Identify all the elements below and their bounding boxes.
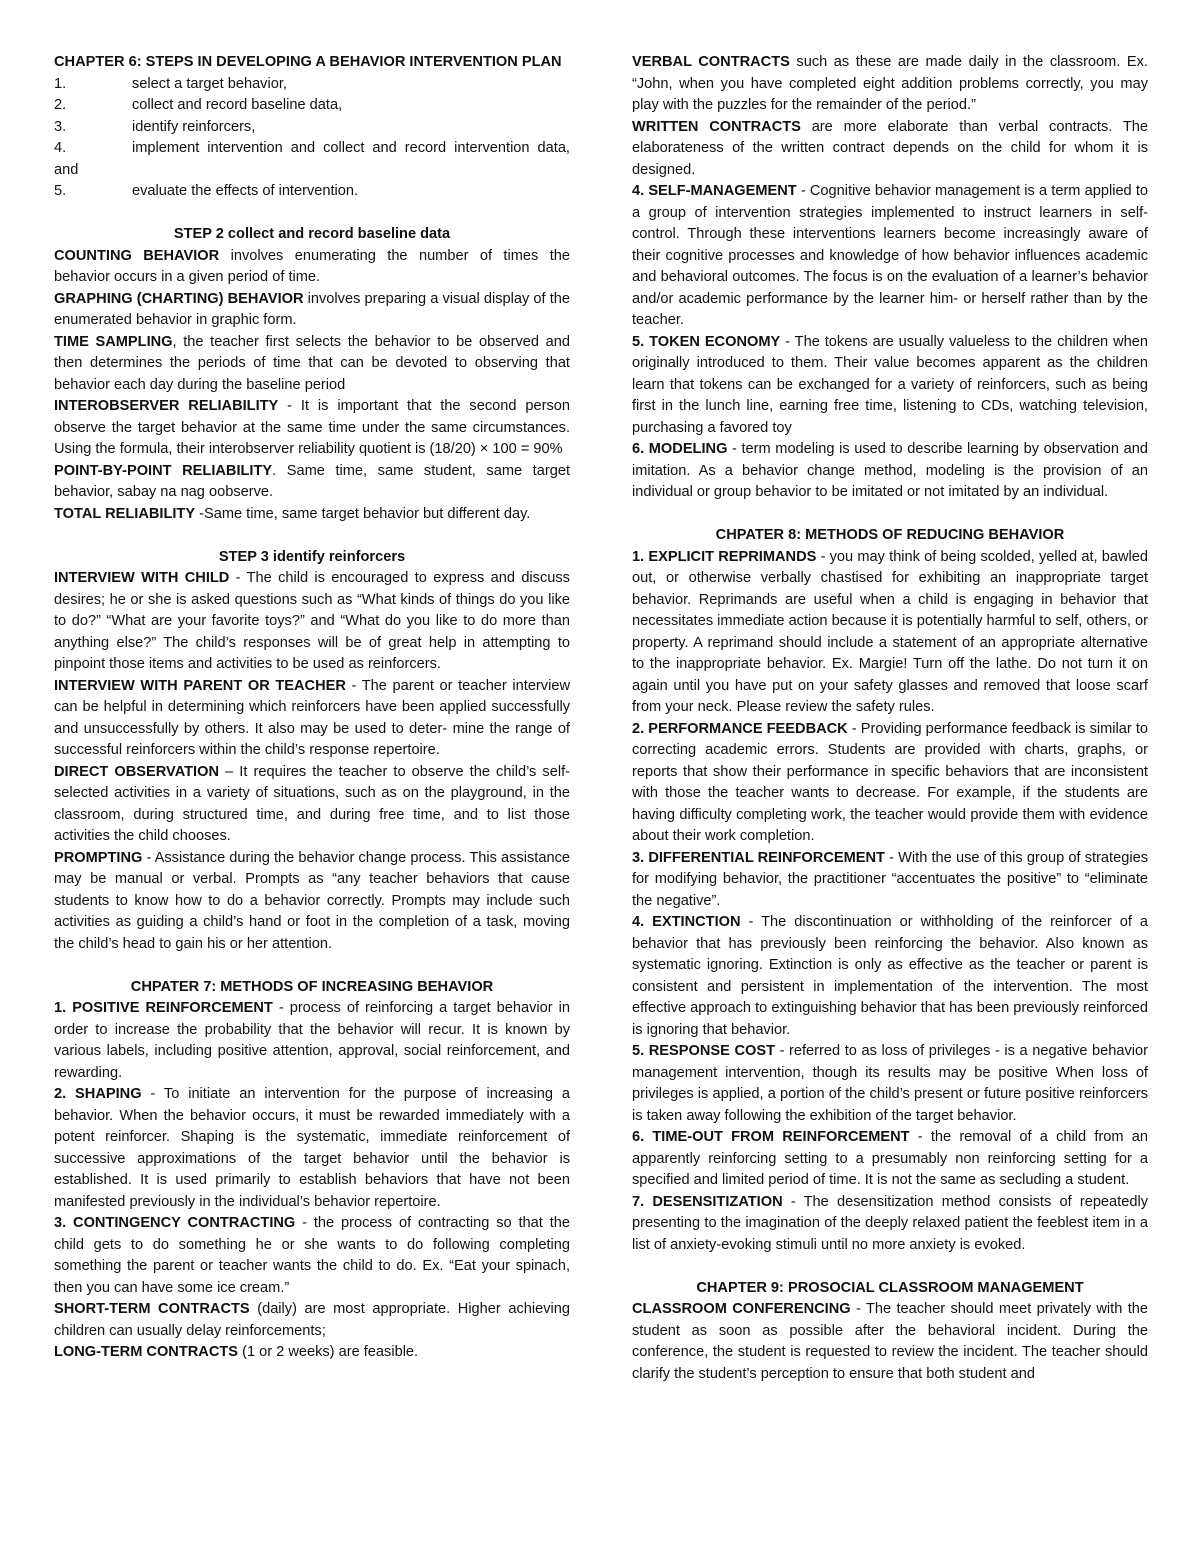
chapter-7-heading: CHPATER 7: METHODS OF INCREASING BEHAVIOR [130, 978, 494, 995]
step-2-heading: STEP 2 collect and record baseline data [173, 226, 451, 242]
chapter-9-heading: CHAPTER 9: PROSOCIAL CLASSROOM MANAGEMENT [696, 1279, 1084, 1296]
definition-paragraph: GRAPHING (CHARTING) BEHAVIOR involves preparing a visual display of the enumerated behavior in graphic form. [54, 290, 570, 328]
definition-paragraph: VERBAL CONTRACTS such as these are made daily in the classroom. Ex. “John, when you have completed eight addition problems correctly, you may play with the puzzles for the remainder of the period.” [632, 54, 1148, 113]
step-2-section [54, 246, 570, 526]
list-item: 5. evaluate the effects of intervention. [54, 183, 359, 199]
chapter-8-heading: CHPATER 8: METHODS OF REDUCING BEHAVIOR [715, 527, 1065, 543]
definition-paragraph: CLASSROOM CONFERENCING - The teacher should meet privately with the student as soon as possible after the behavioral incident. During the conference, the student is requested to review the incident. The teacher should clarify the student’s perception to ensure that both student and [632, 1301, 1148, 1382]
steps-list [54, 74, 570, 203]
definition-paragraph: 3. DIFFERENTIAL REINFORCEMENT - With the use of this group of strategies for modifying behavior, the practitioner “accentuates the positive” to “eliminate the negative”. [632, 849, 1148, 909]
definition-paragraph: 6. MODELING - term modeling is used to describe learning by observation and imitation. As a behavior change method, modeling is the provision of an individual or group behavior to be imitated or not imitated by an individual. [632, 441, 1148, 500]
list-item: 2. collect and record baseline data, [54, 97, 343, 113]
list-item: 1. select a target behavior, [54, 75, 287, 92]
chapter-7-continued [632, 52, 1148, 504]
chapter-6-title: CHAPTER 6: STEPS IN DEVELOPING A BEHAVIOR INTERVENTION PLAN [54, 54, 562, 70]
definition-paragraph: COUNTING BEHAVIOR involves enumerating the number of times the behavior occurs in a given period of time. [54, 247, 570, 285]
definition-paragraph: 1. EXPLICIT REPRIMANDS - you may think of being scolded, yelled at, bawled out, or otherwise verbally chastised for exhibiting an inappropriate target behavior. Reprimands are useful when a child is engaging in behavior that necessitates immediate action because it is potentially harmful to self, others, or property. A reprimand should include a statement of an appropriate alternative to the inappropriate behavior. Ex. Margie! Turn off the lathe. Do not turn it on again until you have put on your safety glasses and removed that loose scarf from your neck. Please review the safety rules. [632, 548, 1149, 715]
chapter-7-section [54, 998, 570, 1364]
definition-paragraph: PROMPTING - Assistance during the behavior change process. This assistance may be manual or verbal. Prompts as “any teacher behaviors that cause students to know how to do a behavior correctly. Prompts may include such activities as guiding a child’s hand or foot in the completion of a task, moving the child’s head to gain his or her attention. [54, 849, 570, 952]
definition-paragraph: 3. CONTINGENCY CONTRACTING - the process of contracting so that the child gets to do something he or she wants to do following completing something the parent or teacher wants the child to do. Ex. “Eat your spinach, then you can have some ice cream.” [54, 1215, 570, 1296]
definition-paragraph: INTEROBSERVER RELIABILITY - It is important that the second person observe the target behavior at the same time under the same circumstances. Using the formula, their interobserver reliability quotient is (18/20) × 100 = 90% [54, 398, 570, 457]
left-column [54, 52, 570, 1553]
definition-paragraph: 2. SHAPING - To initiate an intervention for the purpose of increasing a behavior. When the behavior occurs, it must be rewarded immediately with a potent reinforcer. Shaping is the systematic, immediate reinforcement of successive approximations of the target behavior until the behavior is established. It is used primarily to establish behaviors that have not been manifested previously in the individual’s behavior repertoire. [54, 1086, 570, 1210]
chapter-9-section [632, 1299, 1148, 1385]
step-3-heading: STEP 3 identify reinforcers [218, 548, 406, 565]
list-item: 3. identify reinforcers, [54, 118, 256, 135]
definition-paragraph: TIME SAMPLING, the teacher first selects the behavior to be observed and then determines the periods of time that can be devoted to observing that behavior each day during the baseline period [54, 333, 570, 393]
definition-paragraph: DIRECT OBSERVATION – It requires the teacher to observe the child’s self-selected activities in a variety of situations, such as on the playground, in the classroom, during structured time, and during free time, and to list those activities the child chooses. [54, 763, 570, 844]
definition-paragraph: POINT-BY-POINT RELIABILITY. Same time, same student, same target behavior, sabay na nag oobserve. [54, 462, 570, 500]
right-column [632, 52, 1148, 1553]
definition-paragraph: 2. PERFORMANCE FEEDBACK - Providing performance feedback is similar to correcting academic errors. Students are provided with charts, graphs, or reports that show their performance in specific behaviors that are inconsistent with those the teacher wants to decrease. For example, if the students are having difficulty completing work, the teacher would provide them with evidence about their work completion. [632, 720, 1148, 844]
chapter-8-section [632, 547, 1148, 1257]
definition-paragraph: WRITTEN CONTRACTS are more elaborate than verbal contracts. The elaborateness of the written contract depends on the child for whom it is designed. [632, 118, 1148, 178]
definition-paragraph: 7. DESENSITIZATION - The desensitization method consists of repeatedly presenting to the imagination of the deeply relaxed patient the feeblest item in a list of anxiety-evoking stimuli until no more anxiety is evoked. [632, 1193, 1148, 1253]
definition-paragraph: INTERVIEW WITH CHILD - The child is encouraged to express and discuss desires; he or she is asked questions such as “What kinds of things do you like to do?” “What are your favorite toys?” and “What do you like to do more than anything else?” The child’s responses will be of great help in attempting to pinpoint those items and activities to be used as reinforcers. [54, 570, 570, 672]
definition-paragraph: 5. RESPONSE COST - referred to as loss of privileges - is a negative behavior management intervention, though its results may be positive When loss of privileges is applied, a portion of the child’s present or future positive reinforcers is taken away following the exhibition of the target behavior. [632, 1043, 1148, 1124]
definition-paragraph: LONG-TERM CONTRACTS (1 or 2 weeks) are feasible. [54, 1344, 419, 1360]
definition-paragraph: 4. SELF-MANAGEMENT - Cognitive behavior management is a term applied to a group of intervention strategies implemented to instruct learners in self-control. Through these interventions learners become increasingly aware of their cognitive processes and knowledge of how behavior influences academic and behavioral outcomes. The focus is on the evaluation of a learner’s behavior and/or academic performance by the learner him- or herself rather than by the teacher. [632, 183, 1148, 328]
definition-paragraph: TOTAL RELIABILITY -Same time, same target behavior but different day. [54, 505, 531, 522]
definition-paragraph: 6. TIME-OUT FROM REINFORCEMENT - the removal of a child from an apparently reinforcing setting to a presumably non reinforcing setting for a specified and limited period of time. It is not the same as secluding a student. [632, 1129, 1148, 1188]
definition-paragraph: 1. POSITIVE REINFORCEMENT - process of reinforcing a target behavior in order to increase the probability that the behavior will recur. It is known by various labels, including positive attention, approval, social reinforcement, and rewarding. [54, 1000, 570, 1081]
definition-paragraph: INTERVIEW WITH PARENT OR TEACHER - The parent or teacher interview can be helpful in determining which reinforcers have been applied successfully and unsuccessfully by others. It also may be used to deter- mine the range of successful reinforcers within the child’s response repertoire. [54, 677, 570, 758]
definition-paragraph: 4. EXTINCTION - The discontinuation or withholding of the reinforcer of a behavior that has previously been reinforcing the behavior. Also known as systematic ignoring. Extinction is only as effective as the teacher or parent is consistent and persistent in implementation of the intervention. The most effective approach to extinguishing behavior that has been previously reinforced is ignoring that behavior. [632, 914, 1148, 1038]
step-3-section [54, 568, 570, 955]
definition-paragraph: 5. TOKEN ECONOMY - The tokens are usually valueless to the children when originally introduced to them. Their value becomes apparent as the children learn that tokens can be exchanged for a variety of reinforcers, such as being first in the lunch line, earning free time, listening to CDs, watching television, purchasing a favored toy [632, 333, 1148, 436]
definition-paragraph: SHORT-TERM CONTRACTS (daily) are most appropriate. Higher achieving children can usually delay reinforcements; [54, 1301, 570, 1339]
list-item: 4. implement intervention and collect and record intervention data, and [54, 140, 570, 178]
